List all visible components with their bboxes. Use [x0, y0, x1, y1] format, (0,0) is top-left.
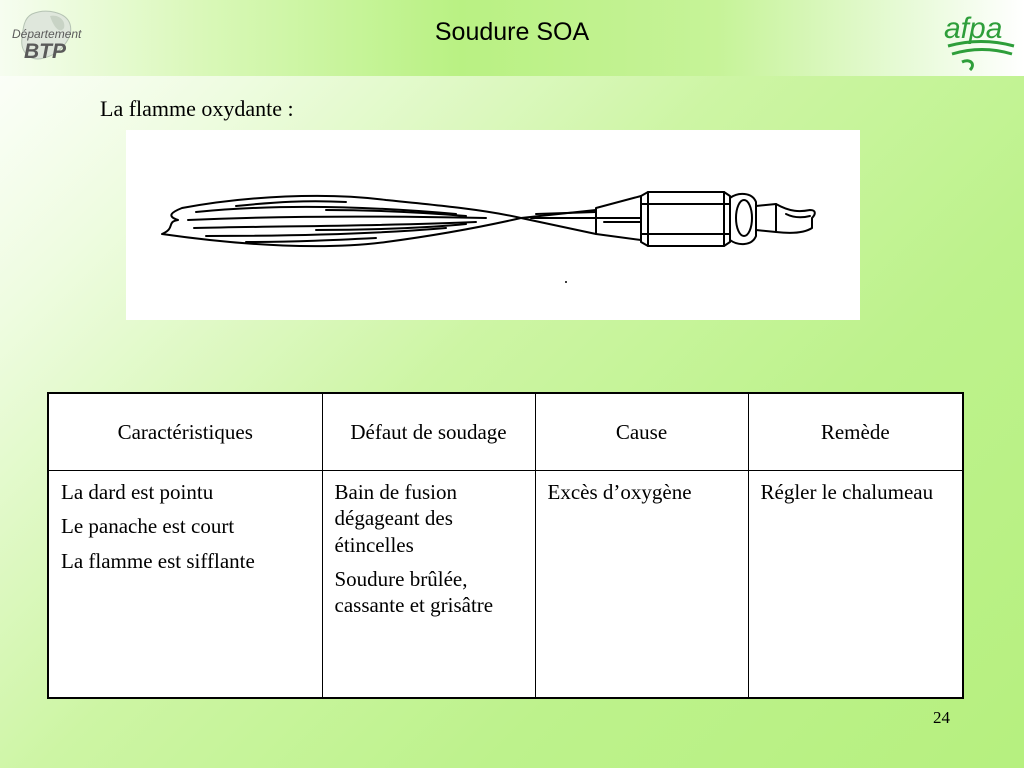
- table-row: [48, 471, 963, 699]
- cell-line: La flamme est sifflante: [61, 548, 255, 573]
- cell-line: Excès d’oxygène: [547, 480, 692, 504]
- slide-title: Soudure SOA: [434, 18, 590, 46]
- afpa-logo: [940, 6, 1018, 72]
- flame-characteristics-table: [47, 392, 964, 699]
- header-remede: Remède: [748, 393, 963, 471]
- cell-caracteristiques: [48, 471, 322, 699]
- header-caracteristiques: Caractéristiques: [48, 393, 322, 471]
- slide-header: [0, 0, 1024, 76]
- svg-text:BTP: BTP: [24, 40, 66, 63]
- cell-line: Soudure brûlée, cassante et grisâtre: [334, 566, 494, 617]
- cell-cause: [535, 471, 748, 699]
- page-number: 24: [933, 708, 950, 727]
- cell-line: Bain de fusion dégageant des étincelles: [334, 480, 457, 557]
- subtitle: La flamme oxydante :: [100, 96, 294, 121]
- table-header-row: [48, 393, 963, 471]
- svg-text:Département: Département: [12, 27, 82, 41]
- cell-line: Le panache est court: [61, 514, 235, 539]
- cell-remede: [748, 471, 963, 699]
- oxidizing-flame-figure: [126, 130, 860, 320]
- cell-defaut-de-soudage: [322, 471, 535, 699]
- header-defaut-de-soudage: Défaut de soudage: [322, 393, 535, 471]
- cell-line: La dard est pointu: [61, 480, 214, 504]
- header-cause: Cause: [535, 393, 748, 471]
- oxidizing-flame-torch-icon: [126, 130, 860, 320]
- svg-text:afpa: afpa: [944, 12, 1003, 45]
- cell-line: Régler le chalumeau: [760, 480, 934, 504]
